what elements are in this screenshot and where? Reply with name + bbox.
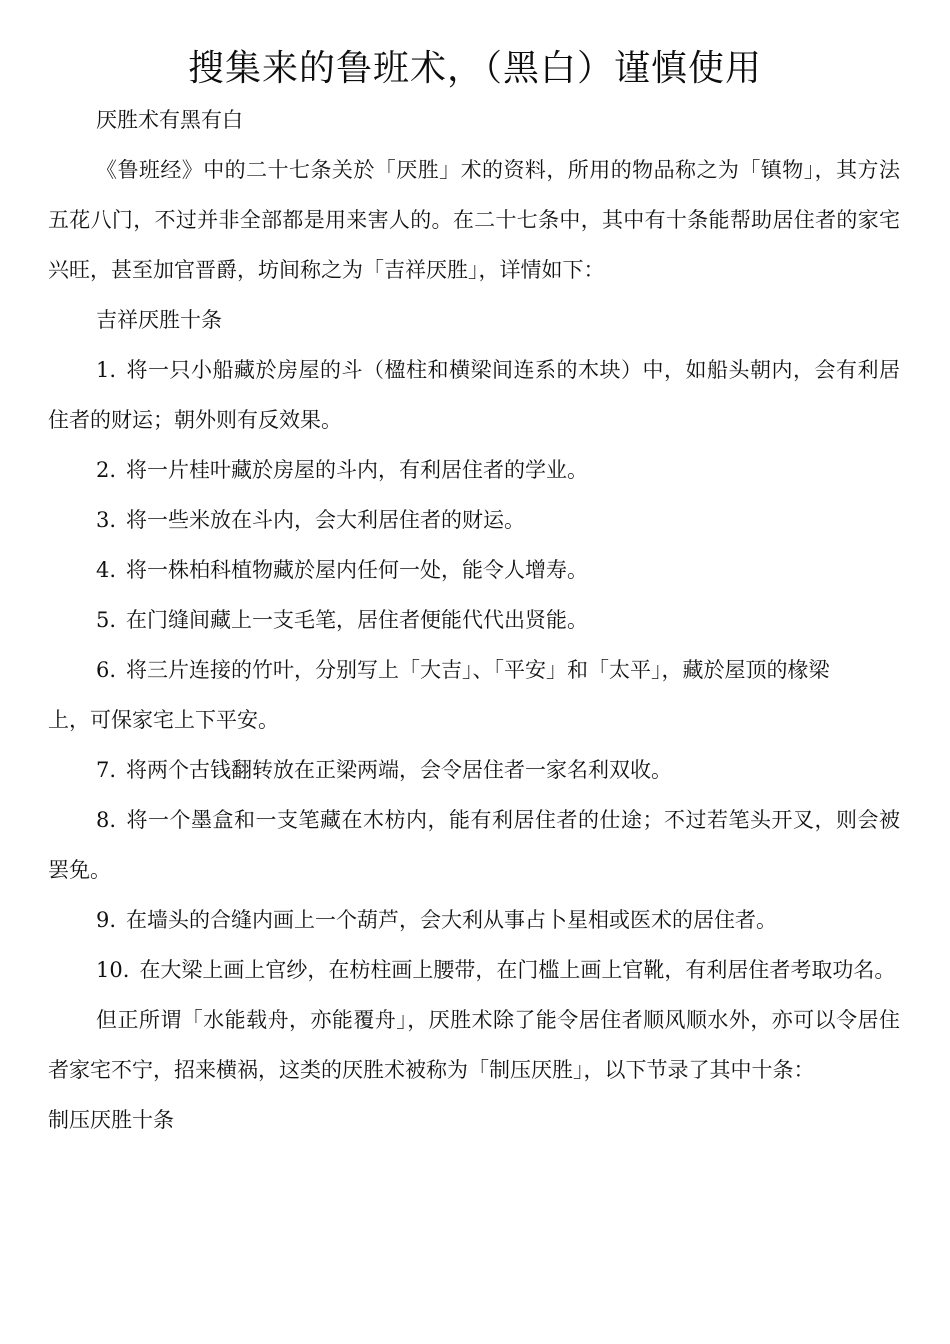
list-item-7	[48, 745, 900, 795]
section-good-heading: 吉祥厌胜十条	[96, 308, 222, 332]
list-item-1	[48, 345, 900, 445]
document-title: 搜集来的鲁班术，（黑白）谨慎使用	[187, 48, 762, 89]
list-item-number: 4.	[96, 558, 117, 582]
list-item-text: 在门缝间藏上一支毛笔，居住者便能代代出贤能。	[126, 608, 589, 632]
list-item-text: 在大梁上画上官纱，在枋柱画上腰带，在门槛上画上官靴，有利居住者考取功名。	[139, 958, 896, 982]
list-item-text: 将三片连接的竹叶，分别写上「大吉」、「平安」和「太平」，藏於屋顶的椽梁	[126, 658, 830, 682]
list-item-text: 将两个古钱翻转放在正梁两端，会令居住者一家名利双收。	[126, 758, 673, 782]
list-item-6-continuation: 上，可保家宅上下平安。	[48, 708, 279, 732]
list-item-text: 将一只小船藏於房屋的斗（楹柱和横梁间连系的木块）中，如船头朝内，会有利居住者的财运；朝外则有反效果。	[48, 358, 900, 432]
list-item-text: 将一株柏科植物藏於屋内任何一处，能令人增寿。	[126, 558, 589, 582]
list-item-2	[48, 445, 900, 495]
list-item-number: 10.	[96, 958, 130, 982]
list-item-number: 2.	[96, 458, 117, 482]
document-body	[48, 95, 900, 1145]
intro-heading: 厌胜术有黑有白	[96, 108, 243, 132]
list-item-5	[48, 595, 900, 645]
list-item-text: 将一个墨盒和一支笔藏在木枋内，能有利居住者的仕途；不过若笔头开叉，则会被罢免。	[48, 808, 900, 882]
list-item-number: 9.	[96, 908, 117, 932]
list-item-text: 将一片桂叶藏於房屋的斗内，有利居住者的学业。	[126, 458, 589, 482]
list-item-number: 3.	[96, 508, 117, 532]
list-item-9	[48, 895, 900, 945]
list-item-number: 1.	[96, 358, 117, 382]
list-item-number: 7.	[96, 758, 117, 782]
list-item-8	[48, 795, 900, 895]
list-item-number: 5.	[96, 608, 117, 632]
list-item-text: 将一些米放在斗内，会大利居住者的财运。	[126, 508, 526, 532]
list-item-10	[48, 945, 900, 995]
transition-paragraph: 但正所谓「水能载舟，亦能覆舟」，厌胜术除了能令居住者顺风顺水外，亦可以令居住者家宅不宁，招来横祸，这类的厌胜术被称为「制压厌胜」，以下节录了其中十条：	[48, 1008, 900, 1082]
list-item-6	[48, 645, 900, 695]
section-bad-heading: 制压厌胜十条	[48, 1108, 174, 1132]
list-item-text: 在墙头的合缝内画上一个葫芦，会大利从事占卜星相或医术的居住者。	[126, 908, 778, 932]
list-item-number: 8.	[96, 808, 117, 832]
list-item-number: 6.	[96, 658, 117, 682]
list-item-4	[48, 545, 900, 595]
intro-paragraph: 《鲁班经》中的二十七条关於「厌胜」术的资料，所用的物品称之为「镇物」，其方法五花八门，不过并非全部都是用来害人的。在二十七条中，其中有十条能帮助居住者的家宅兴旺，甚至加官晋爵，坊间称之为「吉祥厌胜」，详情如下：	[48, 158, 900, 282]
list-item-3	[48, 495, 900, 545]
